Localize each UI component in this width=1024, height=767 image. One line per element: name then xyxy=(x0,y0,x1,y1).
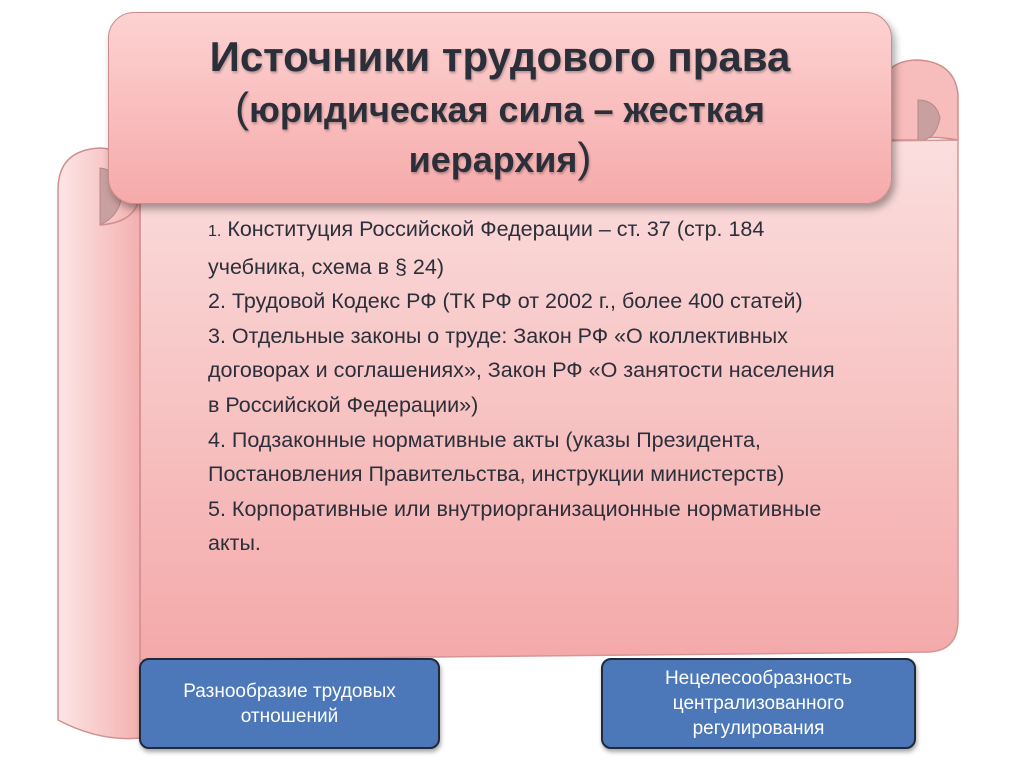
list-item xyxy=(208,492,848,561)
scroll-left-roll xyxy=(58,148,140,739)
list-item xyxy=(208,212,848,284)
subtitle-line3: иерархия xyxy=(408,139,578,181)
list-item-text: Конституция Российской Федерации – ст. 37 (стр. 184 учебника, схема в § 24) xyxy=(208,217,765,279)
subtitle-line2: юридическая сила – жесткая xyxy=(249,88,765,130)
list-item-number: 2. xyxy=(208,289,226,314)
labor-relations-diversity-box: Разнообразие трудовых отношений xyxy=(139,658,440,749)
list-item-number: 4. xyxy=(208,427,226,452)
centralized-regulation-box: Нецелесообразность централизованного регулирования xyxy=(601,658,916,749)
list-item-number: 5. xyxy=(208,496,226,521)
page-title: Источники трудового права xyxy=(209,33,791,81)
sources-list xyxy=(208,212,848,561)
list-item-number: 3. xyxy=(208,323,226,348)
list-item-text: Отдельные законы о труде: Закон РФ «О коллективных договорах и соглашениях», Закон РФ «О занятости населения в Российской Федерации») xyxy=(208,323,835,417)
list-item xyxy=(208,319,848,423)
page-subtitle xyxy=(235,83,765,184)
subtitle-open-paren: ( xyxy=(235,83,250,131)
list-item xyxy=(208,284,848,319)
list-item-text: Корпоративные или внутриорганизационные нормативные акты. xyxy=(208,496,822,556)
list-item-text: Подзаконные нормативные акты (указы Президента, Постановления Правительства, инструкции министерств) xyxy=(208,427,785,487)
list-item-text: Трудовой Кодекс РФ (ТК РФ от 2002 г., более 400 статей) xyxy=(231,289,803,314)
title-banner xyxy=(108,12,892,204)
list-item xyxy=(208,423,848,492)
list-item-number: 1. xyxy=(208,223,222,240)
subtitle-close-paren: ) xyxy=(577,134,592,182)
